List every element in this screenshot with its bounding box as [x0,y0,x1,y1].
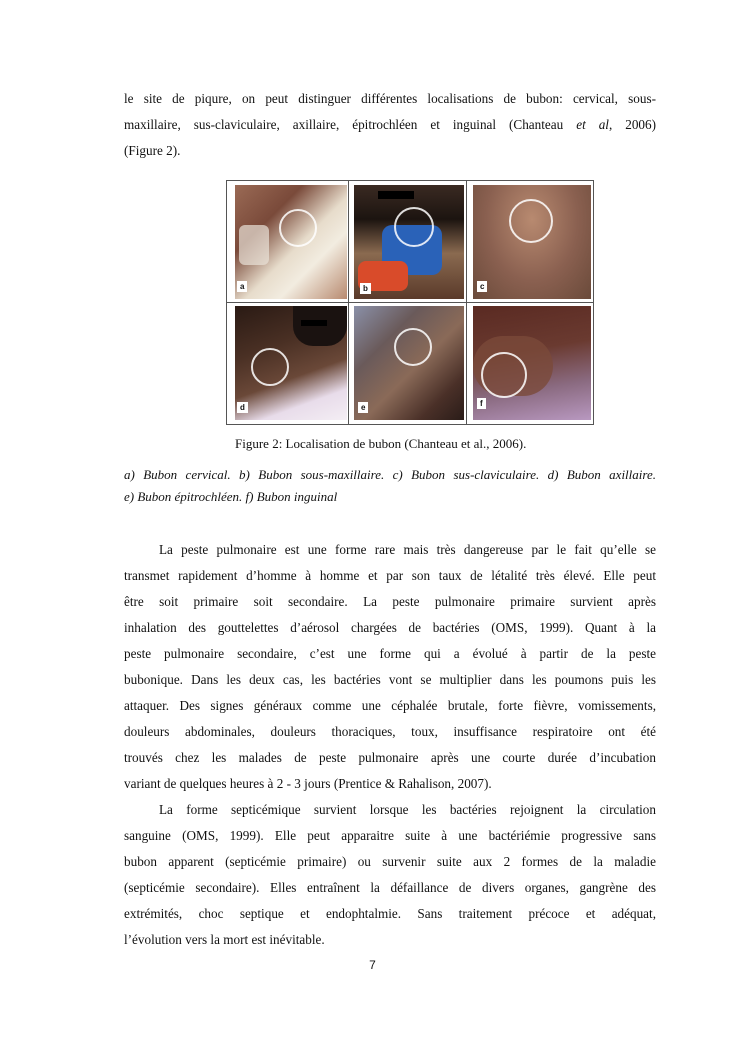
text-line: trouvés chez les malades de peste pulmonaire après une courte durée d’incubation [124,750,656,765]
text-line: le site de piqure, on peut distinguer différentes localisations de bubon: cervical, sous- [124,91,656,106]
text-line: extrémités, choc septique et endophtalmie. Sans traitement précoce et adéquat, [124,906,656,921]
text-line: sanguine (OMS, 1999). Elle peut apparaitre suite à une bactériémie progressive sans [124,828,656,843]
photo-cervical-bubo-icon [235,185,347,299]
text-line: l’évolution vers la mort est inévitable. [124,932,325,947]
text-line: La peste pulmonaire est une forme rare mais très dangereuse par le fait qu’elle se [159,542,656,557]
body-text [124,537,656,953]
text-line: bubon apparent (septicémie primaire) ou survenir suite aux 2 formes de la maladie [124,854,656,869]
panel-label: d [237,402,248,413]
photo-inguinal-bubo-icon [473,306,591,420]
text-line: variant de quelques heures à 2 - 3 jours (Prentice & Rahalison, 2007). [124,776,492,791]
text-line: (Figure 2). [124,143,181,158]
legend-line: a) Bubon cervical. b) Bubon sous-maxillaire. c) Bubon sus-claviculaire. d) Bubon axillaire. [124,467,656,482]
text-line: maxillaire, sus-claviculaire, axillaire, épitrochléen et inguinal (Chanteau et al, 2006) [124,117,657,132]
text-line: inhalation des gouttelettes d’aérosol chargées de bactéries (OMS, 1999). Quant à la [124,620,656,635]
legend-line: e) Bubon épitrochléen. f) Bubon inguinal [124,489,338,504]
panel-label: e [358,402,368,413]
panel-label: c [477,281,487,292]
photo-axillary-bubo-icon [235,306,347,420]
text-line: être soit primaire soit secondaire. La peste pulmonaire primaire survient après [124,594,656,609]
text-line: bubonique. Dans les deux cas, les bactéries vont se multiplier dans les poumons puis les [124,672,656,687]
figure-legend [124,464,656,508]
text-line: douleurs abdominales, douleurs thoraciques, toux, insuffisance respiratoire ont été [124,724,656,739]
text-line: La forme septicémique survient lorsque les bactéries rejoignent la circulation [159,802,656,817]
citation-italic: et al [576,117,609,132]
text-line: (septicémie secondaire). Elles entraînent la défaillance de divers organes, gangrène des [124,880,656,895]
panel-label: f [477,398,486,409]
intro-paragraph [124,86,656,164]
text-line: transmet rapidement d’homme à homme et par son taux de létalité très élevé. Elle peut [124,568,656,583]
photo-submaxillary-bubo-icon [354,185,464,299]
page-number: 7 [369,958,376,972]
figure-2-grid [226,180,594,425]
panel-label: a [237,281,247,292]
text-line: attaquer. Des signes généraux comme une céphalée brutale, forte fièvre, vomissements, [124,698,656,713]
photo-supraclavicular-bubo-icon [473,185,591,299]
figure-caption: Figure 2: Localisation de bubon (Chanteau et al., 2006). [235,436,527,451]
photo-epitrochlear-bubo-icon [354,306,464,420]
text-line: peste pulmonaire secondaire, c’est une forme qui a évolué à partir de la peste [124,646,656,661]
panel-label: b [360,283,371,294]
